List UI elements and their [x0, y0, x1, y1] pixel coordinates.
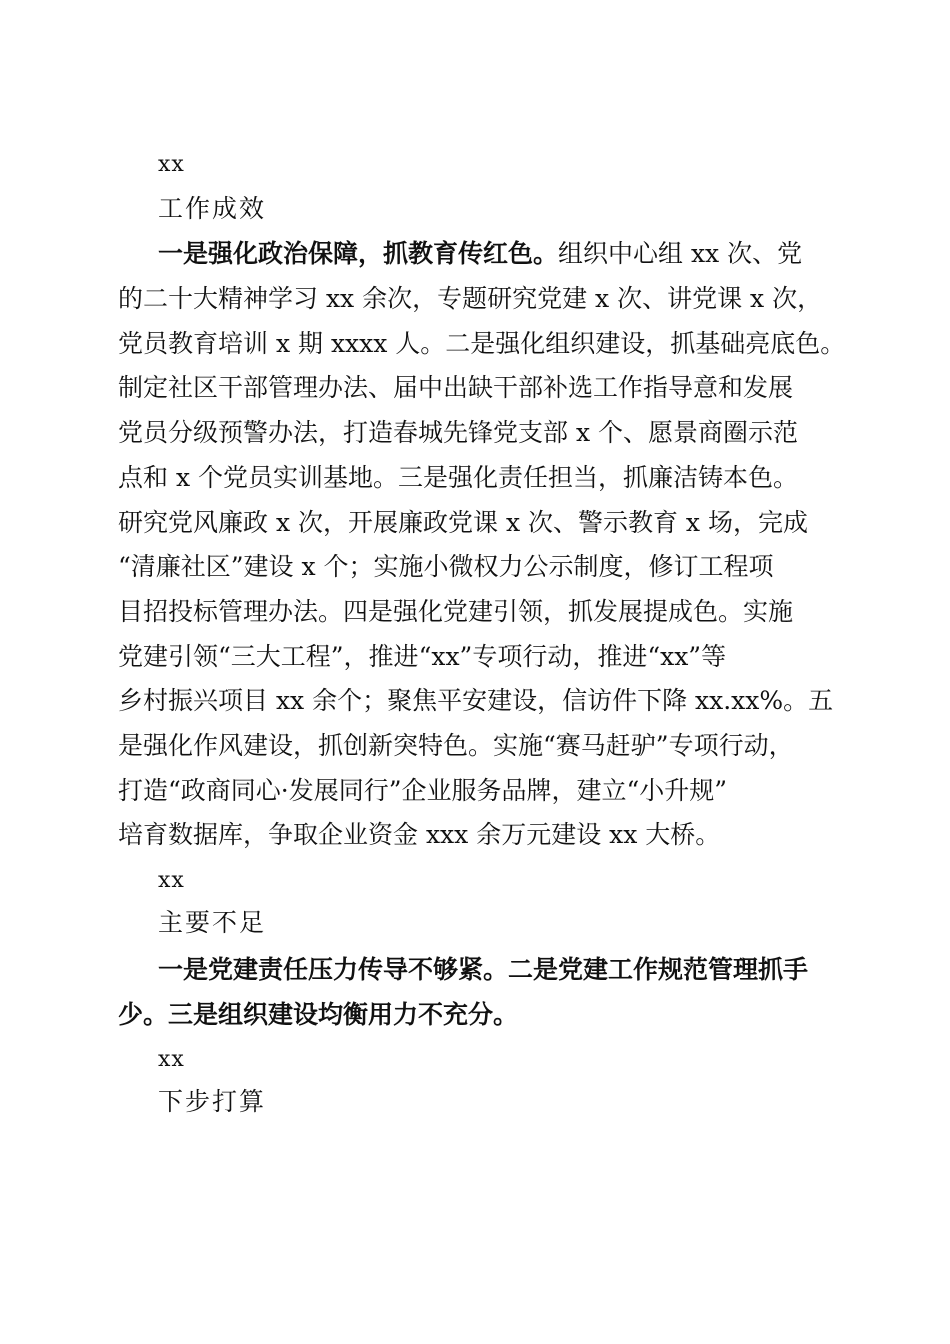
paragraph-line: 的二十大精神学习 xx 余次，专题研究党建 x 次、讲党课 x 次， — [118, 284, 823, 313]
paragraph-line: 制定社区干部管理办法、届中出缺干部补选工作指导意和发展 — [118, 373, 794, 402]
paragraph-line: 乡村振兴项目 xx 余个；聚焦平安建设，信访件下降 xx.xx%。五 — [118, 686, 834, 715]
section-label: xx — [158, 152, 185, 177]
paragraph-line: 一是党建责任压力传导不够紧。二是党建工作规范管理抓手 — [158, 955, 809, 984]
section-heading: 工作成效 — [158, 194, 267, 223]
paragraph-line: 点和 x 个党员实训基地。三是强化责任担当，抓廉洁铸本色。 — [118, 463, 798, 492]
paragraph-line: 少。三是组织建设均衡用力不充分。 — [118, 1000, 519, 1029]
bold-lead: 一是强化政治保障，抓教育传红色。 — [158, 239, 559, 268]
paragraph-line: 党员分级预警办法，打造春城先锋党支部 x 个、愿景商圈示范 — [118, 418, 798, 447]
section-label: xx — [158, 1047, 185, 1072]
paragraph-line: 打造“政商同心·发展同行”企业服务品牌，建立“小升规” — [118, 776, 728, 805]
paragraph-line: “清廉社区”建设 x 个；实施小微权力公示制度，修订工程项 — [118, 552, 774, 581]
paragraph-line: 研究党风廉政 x 次，开展廉政党课 x 次、警示教育 x 场，完成 — [118, 508, 808, 537]
paragraph-line: 是强化作风建设，抓创新突特色。实施“赛马赶驴”专项行动， — [118, 731, 794, 760]
line-text: 组织中心组 xx 次、党 — [558, 239, 803, 268]
paragraph-line — [158, 237, 802, 271]
paragraph-line: 目招投标管理办法。四是强化党建引领，抓发展提成色。实施 — [118, 597, 794, 626]
paragraph-line: 培育数据库，争取企业资金 xxx 余万元建设 xx 大桥。 — [118, 820, 721, 849]
section-label: xx — [158, 868, 185, 893]
paragraph-line: 党建引领“三大工程”，推进“xx”专项行动，推进“xx”等 — [118, 642, 727, 671]
paragraph-line: 党员教育培训 x 期 xxxx 人。二是强化组织建设，抓基础亮底色。 — [118, 329, 846, 358]
section-heading: 主要不足 — [158, 908, 267, 937]
section-heading: 下步打算 — [158, 1087, 267, 1116]
